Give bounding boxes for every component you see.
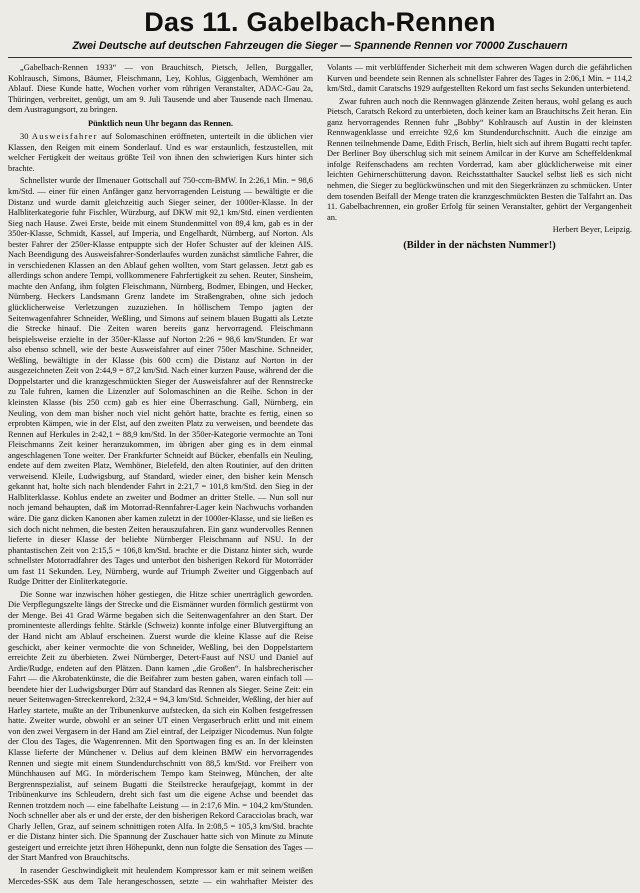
article-body (8, 63, 632, 893)
paragraph-sidecar-sportscar: Die Sonne war inzwischen höher gestiegen, die Hitze schier unerträglich geworden. Die Verpflegungszelte längs der Strecke und die Eismänner wurden förmlich gestürmt von der Menge. Bei 41 Grad Wärme begaben sich die Seitenwagenfahrer an den Start. Der prominenteste allerdings fehlte. Stärkle (Schweiz) konnte infolge einer Blutvergiftung an der Hand nicht am Ablauf erscheinen. Zuerst wurde die kleine Klasse auf die Reise geschickt, aber keiner vermochte die von Schneider, Weßling, bei den Doppelstartern erreichte Zeit zu überbieten. Zwei Nürnberger, Detert-Faust auf NSU und Daniel auf Ardie/Rudge, endeten auf den Plätzen. Dann kamen „die Großen“. In halsbrecherischer Fahrt — die Akrobatenkünste, die die Beifahrer zum besten gaben, waren einfach toll — beendete hier der Ludwigsburger Dürr auf Standard das Rennen als Sieger. Seine Zeit: ein neuer Seitenwagen-Streckenrekord, 2:32,4 = 94,3 km/Std. Schneider, Weßling, der hier auf Harley startete, mußte an der Tribunenkurve aufstecken, da sich ein Kolben festgefressen hatte. Zweiter wurde, obwohl er an seiner UT einen Vergaserbruch erlitt und mit einem von den zwei Vergasern in der Hand am Ziel eintraf, der Leipziger Nicodemus. Nun folgte der Clou des Tages, die Wagenrennen. Mit den Sportwagen fing es an. In der kleinsten Klasse lieferte der Münchener v. Delius auf dem kleinen BMW ein hervorragendes Rennen und siegte mit einem Stundendurchschnitt von 88,5 km/Std. vor Freiherr von Münchhausen auf MG. In mörderischem Tempo kam Steinweg, München, der alte Bergrennspezialist, auf seinem Bugatti die Steilstrecke heraufgejagt, kommt in der Tribünenkurve ins Schleudern, dreht sich fast um die eigene Achse und beendet das Rennen trotzdem noch — eine fabelhafte Leistung — in 2:17,6 Min. = 104,2 km/Stunden. Noch schneller aber als er und der erste, der den bisherigen Rekord Caracciolas brach, war Charly Jellen, Graz, auf seinem schnittigen roten Alfa. In 2:08,5 = 105,3 km/Std. brachte er die Distanz hinter sich. Die Spannung der Zuschauer hatte sich von Minute zu Minute gesteigert und erreichte jetzt ihren Höhepunkt, denn nun folgte die Sensation des Tages — der Start Manfred von Brauchitschs. (8, 589, 313, 863)
article-page (8, 6, 632, 888)
article-title: Das 11. Gabelbach-Rennen (144, 7, 496, 37)
paragraph-racecars: Zwar fuhren auch noch die Rennwagen glänzende Zeiten heraus, wohl gelang es auch Pietsch, Caratsch Rekord zu unterbieten, doch keiner kam an Brauchitschs Zeit heran. Ein ganz hervorragendes Rennen fuhr „Bobby“ Kohlrausch auf Austin in der kleinsten Rennwagenklasse und erreichte 92,6 km Stundendurchschnitt. Auch die einzige am Rennen teilnehmende Dame, Edith Frisch, Berlin, hielt sich auf ihrem Bugatti recht tapfer. Der Berliner Boy überschlug sich mit seinem Amilcar in der Kurve am Scheffeldenkmal infolge Reifenschadens am rechten Vorderrad, kam aber glücklicherweise mit einer leichten Gehirnerschütterung davon. Reichsstatthalter Sauckel selbst ließ es sich nicht nehmen, die Sieger zu beglückwünschen und mit den Siegerkränzen zu schmücken. Unter dem tosenden Beifall der Menge traten die kranzgeschmückten Besten die Talfahrt an. Das 11. Gabelbachrennen, ein großer Erfolg für seinen Veranstalter, gehört der Vergangenheit an. (327, 96, 632, 222)
section-heading: Pünktlich neun Uhr begann das Rennen. (87, 118, 234, 128)
article-subtitle: Zwei Deutsche auf deutschen Fahrzeugen die Sieger — Spannende Rennen vor 70000 Zuschauern (72, 40, 568, 52)
paragraph-solo-results: Schnellster wurde der Ilmenauer Gottschall auf 750-ccm-BMW. In 2:26,1 Min. = 98,6 km/Std. — einer für einen Anfänger ganz hervorragenden Leistung — bewältigte er die Distanz und wurde damit gleichzeitig auch Sieger seiner, der 1000er-Klasse. In der Halbliterkategorie fuhr Fischler, Würzburg, auf DKW mit 92,1 km/Std. einen verdienten Sieg nach Hause. Zwei Erste, beide mit einem Stundenmittel von 89,4 km, gab es in der 350er-Klasse, Schmidt, Kassel, auf Imperia, und Engelhardt, Nürnberg, auf Norton. Als bester Fahrer der 250er-Klasse entpuppte sich der Hofer Schuster auf der kleinen AIS. Nach Beendigung des Ausweisfahrer-Sonderlaufes wurden zunächst sämtliche Fahrer, die in verschiedenen Klassen an den Ablauf gehen wollten, vom Start gelassen. Jetzt gab es allerdings schon andere Tempi, vollkommenere Fahrfertigkeit zu sehen. Reuter, Sinsheim, machte den Anfang, ihm folgten Fleischmann, Nürnberg, Bodmer, Ebingen, und Hecker, Nürnberg. Heckers Landsmann Grenz landete im Straßengraben, ohne sich jedoch glücklicherweise Verletzungen zuzuziehen. In höllischem Tempo jagten der Seitenwagenfahrer Schneider, Weßling, und Simons auf seinem blauen Bugatti als Letzte die Strecke hinauf. Die Zeiten waren bereits ganz hervorragend. Fleischmann beispielsweise erzielte in der 350er-Klasse auf Norton 2:26 = 98,6 km/Stunden. Er war also ebenso schnell, wie der beste Ausweisfahrer auf einer 750er Maschine. Schneider, Weßling, bewältigte in der Klasse (bis 600 ccm) die Distanz auf Norton in der ausgezeichneten Zeit von 2:44,9 = 87,2 km/Std. Nach einer kurzen Pause, während der die Doppelstarter und die kranzgeschmückten Sieger der Ausweisfahrer auf der Rennstrecke zu Tale fuhren, kamen die Lizenzler auf Solomaschinen an die Reihe. Schon in der kleinsten Klasse (bis 250 ccm) gab es hier eine Überraschung. Gall, Nürnberg, ein Neuling, von dem man bisher noch viel nicht gehört hatte, brachte es fertig, einen so erprobten Kämpen, wie in der Elst, auf den zweiten Platz zu verweisen, und beendete das Rennen auf Herkules in 2:42,1 = 88,9 km/Std. In der 350er-Kategorie vermochte an Toni Fleischmanns Zeit keiner heranzukommen, im übrigen aber ging es in dem einmal angeschlagenen Tone weiter. Der Frankfurter Schneidt auf Bücker, ebenfalls ein Neuling, endete auf dem zweiten Platz, Wemhöner, Bielefeld, den alten Routinier, auf den dritten verweisend. Kleile, Ludwigsburg, auf Standard, wieder einer, den bisher kein Mensch gekannt hat, holte sich nach blendender Fahrt in 2:21,7 = 101,8 km/Std. den Sieg in der Halbliterklasse. Kohlus endete an zweiter und Bodmer an dritter Stelle. — Nun soll nur noch jemand behaupten, daß im Motorrad-Rennfahrer-Lager kein Nachwuchs vorhanden wäre. Die ganz dicken Kanonen aber kamen zuletzt in der 1000er-Klasse, und sie ließen es sich doch nicht nehmen, die besten Zeiten herauszufahren. Ein ganz wundervolles Rennen lieferte in dieser Klasse der beliebte Nürnberger Fleischmann auf NSU. In der phantastischen Zeit von 2:15,5 = 106,8 km/Std. brachte er die Distanz hinter sich, wurde schnellster Motorradfahrer des Tages und unterbot den bisherigen Rekord für Motorräder um fast 11 Sekunden. Ley, Nürnberg, wurde auf Triumph Zweiter und Giggenbach auf Rudge Dritter der Einliterkategorie. (8, 176, 313, 587)
footer-note: (Bilder in der nächsten Nummer!) (403, 239, 556, 251)
paragraph-intro: „Gabelbach-Rennen 1933“ — von Brauchitsch, Pietsch, Jellen, Burggaller, Kohlrausch, Simons, Bäumer, Fleischmann, Ley, Kohlus, Giggenbach, Wemhöner am Ablauf. Diese Kunde hatte, Wochen vorher vom rührigen Veranstalter, ADAC-Gau 2a, Thüringen, verbreitet, genügt, um am 9. Juli Tausende und aber Tausende nach Ilmenau. dem Austragungsort, zu bringen. (8, 63, 313, 115)
paragraph-ausweisfahrer-text: auf Solomaschinen eröffneten, unterteilt in die üblichen vier Klassen, den Reigen mit einem Sonderlauf. Und es war erstaunlich, festzustellen, mit welcher Fertigkeit der weitaus größte Teil von ihnen den schwierigen Kurs hinter sich brachte. (8, 132, 314, 173)
title-divider (8, 57, 632, 58)
paragraph-ausweisfahrer-term: Ausweisfahrer (31, 132, 98, 142)
paragraph-brauchitsch: In rasender Geschwindigkeit mit heulendem Kompressor kam er mit seinem weißen Mercedes-SSK aus dem Tale herangeschossen, setzte — ein wahrhafter Meister des Volants — mit verblüffender Sicherheit mit dem schweren Wagen durch die gefährlichen Kurven und beendete sein Rennen als schnellster Fahrer des Tages in 2:06,1 Min. = 114,2 km/Std., damit Caratschs 1929 aufgestellten Rekord um fast sechs Sekunden unterbietend. (8, 63, 632, 886)
author-signature: Herbert Beyer, Leipzig. (552, 225, 632, 235)
paragraph-ausweisfahrer (8, 132, 313, 174)
paragraph-ausweisfahrer-count: 30 (20, 132, 32, 142)
